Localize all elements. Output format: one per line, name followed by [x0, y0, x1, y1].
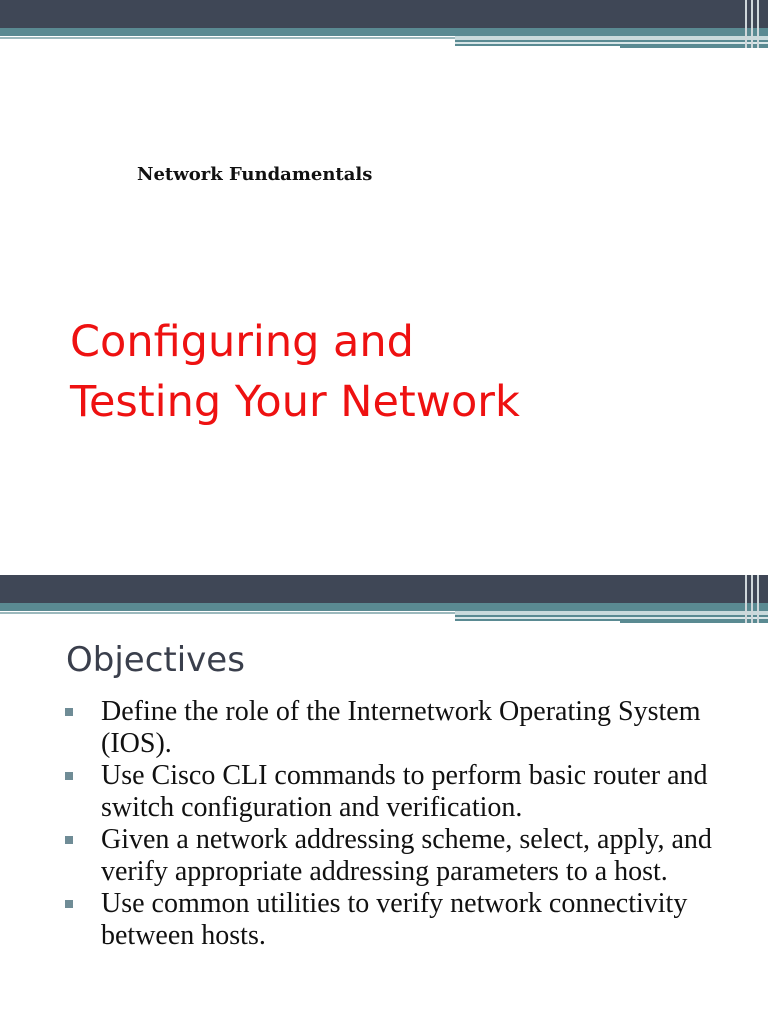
title-line-2: Testing Your Network — [70, 377, 520, 427]
list-item-text: Use Cisco CLI commands to perform basic router and switch configuration and verification. — [101, 760, 708, 823]
square-bullet-icon — [65, 708, 73, 716]
header-band — [0, 0, 768, 52]
list-item-text: Define the role of the Internetwork Operating System (IOS). — [101, 696, 701, 759]
list-item-text: Use common utilities to verify network connectivity between hosts. — [101, 888, 688, 951]
list-item — [60, 888, 740, 952]
square-bullet-icon — [65, 836, 73, 844]
course-name: Network Fundamentals — [137, 164, 373, 185]
objectives-list — [60, 696, 740, 952]
title-line-1: Configuring and — [70, 317, 414, 367]
square-bullet-icon — [65, 772, 73, 780]
slide-objectives — [0, 575, 768, 1024]
objectives-heading: Objectives — [66, 640, 245, 680]
square-bullet-icon — [65, 900, 73, 908]
list-item — [60, 824, 740, 888]
list-item — [60, 696, 740, 760]
list-item-text: Given a network addressing scheme, select, apply, and verify appropriate addressing parameters to a host. — [101, 824, 712, 887]
list-item — [60, 760, 740, 824]
slide-title-text — [70, 312, 520, 432]
header-band — [0, 575, 768, 627]
